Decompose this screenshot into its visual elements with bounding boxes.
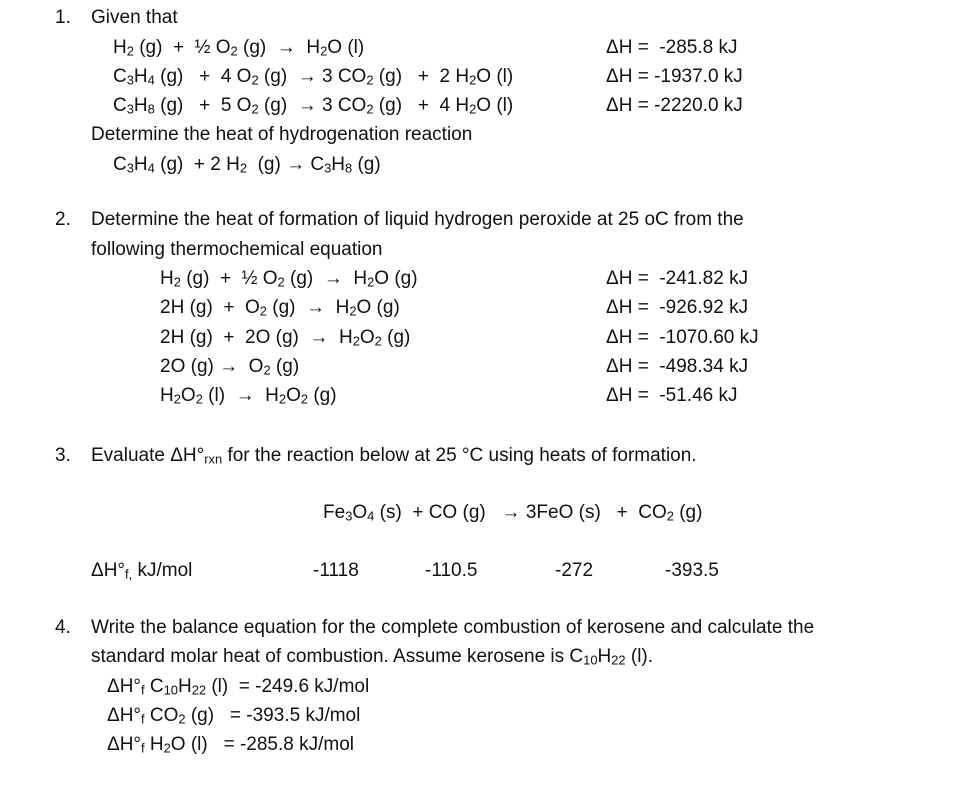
p1-question: Determine the heat of hydrogenation reaction — [91, 124, 473, 145]
p3-row-label-a: ΔH° — [91, 560, 126, 581]
p3-text-sub: rxn — [204, 451, 223, 467]
p2-equation-5: $H_2O_2$ $(l) \to H_2O_2$ (g) — [160, 385, 337, 407]
p3-row-label-b: kJ/mol — [132, 560, 193, 581]
p3-value-co2: -393.5 — [665, 560, 719, 581]
p4-data-co2: $\Delta H^\circ_f$ $CO_2$ (g) = -393.5 kJ/mol — [107, 705, 361, 727]
p1-equation-1: $H_2$ (g) + ½ $O_2$ $(g) \to H_2O$ (l) — [113, 37, 365, 59]
p1-delta-h-2: ΔH = -1937.0 kJ — [606, 66, 743, 87]
p3-text-b: for the reaction below at 25 °C using heats of formation. — [222, 445, 697, 466]
p3-value-co: -110.5 — [425, 560, 478, 581]
p2-equation-2: 2H $(g) + O_2$ $(g) \to H_2O$ (g) — [160, 297, 400, 319]
p4-data-c10h22: $\Delta H^\circ_f$ $C_{10}H_{22}$ (l) = -249.6 kJ/mol — [107, 676, 370, 698]
p3-row-label — [91, 561, 192, 580]
p2-equation-1: $H_2$ (g) + ½ $O_2$ $(g) \to H_2O$ (g) — [160, 268, 418, 290]
p4-intro-line-1: Write the balance equation for the complete combustion of kerosene and calculate the — [91, 617, 815, 638]
problem-4-number: 4. — [55, 617, 71, 638]
p3-value-fe3o4: -1118 — [313, 560, 359, 581]
p2-delta-h-3: ΔH = -1070.60 kJ — [606, 327, 759, 348]
problem-1-intro: Given that — [91, 7, 178, 28]
p4-data-h2o: $\Delta H^\circ_f$ $H_2O$ (l) = -285.8 kJ/mol — [107, 734, 354, 756]
problem-2-number: 2. — [55, 209, 71, 230]
p3-text-a: Evaluate ΔH° — [91, 445, 205, 466]
p2-equation-4: 2O $(g) \to O_2$ (g) — [160, 356, 300, 378]
problem-1-number: 1. — [55, 7, 71, 28]
p2-delta-h-1: ΔH = -241.82 kJ — [606, 268, 749, 289]
p1-target-reaction: $C_3H_4$ (g) + 2 $H_2$ $(g) \to C_3H_8$ (g) — [113, 154, 381, 176]
p2-delta-h-5: ΔH = -51.46 kJ — [606, 385, 738, 406]
p3-question — [91, 446, 697, 465]
p1-equation-2: $C_3H_4$ (g) + 4 $O_2$ (g) → 3 $CO_2$ (g) + 2 $H_2O$ (l) — [113, 66, 514, 88]
p2-delta-h-4: ΔH = -498.34 kJ — [606, 356, 749, 377]
p2-delta-h-2: ΔH = -926.92 kJ — [606, 297, 749, 318]
p1-equation-3: $C_3H_8$ (g) + 5 $O_2$ (g) → 3 $CO_2$ (g) + 4 $H_2O$ (l) — [113, 95, 514, 117]
p3-row-label-sub: f, — [125, 566, 133, 582]
p2-intro-line-1: Determine the heat of formation of liquid hydrogen peroxide at 25 oC from the — [91, 209, 744, 230]
p4-intro-line-2: standard molar heat of combustion. Assume kerosene is $C_{10}H_{22}$ (l). — [91, 646, 654, 668]
p2-equation-3: 2H (g) + 2O $(g) \to H_2O_2$ (g) — [160, 327, 411, 349]
problem-3-number: 3. — [55, 445, 71, 466]
p3-value-feo: -272 — [555, 560, 594, 581]
p1-delta-h-1: ΔH = -285.8 kJ — [606, 37, 738, 58]
p1-delta-h-3: ΔH = -2220.0 kJ — [606, 95, 743, 116]
p2-intro-line-2: following thermochemical equation — [91, 239, 383, 260]
p3-reaction: $Fe_3O_4$ (s) + CO (g) → 3FeO $(s) + CO_2$ (g) — [323, 502, 703, 524]
